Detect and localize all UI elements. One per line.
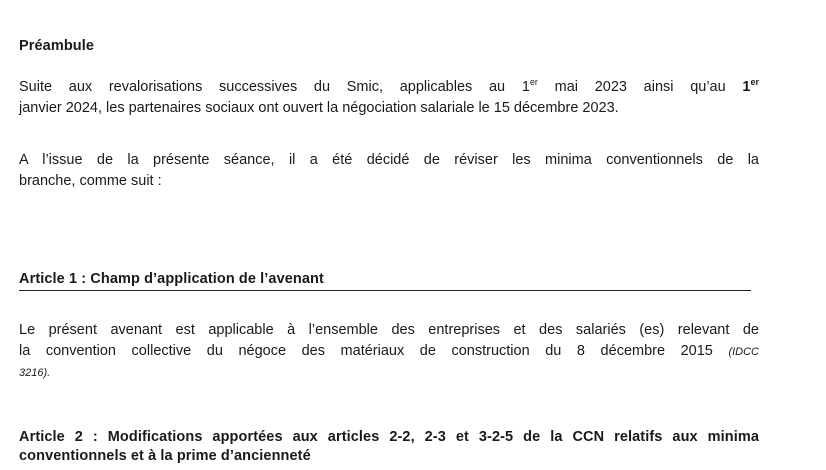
article-2-title-line-1	[19, 429, 759, 445]
article-1-line-1: Le présent avenant est applicable à l’ensemble des entreprises et des salariés (es) relevant de	[19, 322, 759, 338]
preamble-paragraph-2	[19, 150, 759, 192]
text-segment: la convention collective du négoce des matériaux de construction du 8 décembre 2015	[19, 343, 729, 359]
text-segment: mai 2023 ainsi qu’au	[537, 79, 743, 95]
superscript: er	[750, 77, 759, 87]
preamble-title: Préambule	[19, 38, 95, 54]
article-2-title-line-2-clip	[19, 448, 779, 470]
article-1-line-2	[19, 341, 759, 363]
preamble-p2-line-1: A l’issue de la présente séance, il a été décidé de réviser les minima conventionnels de la	[19, 152, 759, 168]
preamble-p2-line-2: branche, comme suit :	[19, 173, 162, 189]
article-2-title-line-2: conventionnels et à la prime d’ancienneté	[19, 448, 311, 464]
preamble-paragraph-1	[19, 77, 759, 119]
idcc-reference: (IDCC	[728, 346, 759, 358]
preamble-p1-line-2: janvier 2024, les partenaires sociaux ont ouvert la négociation salariale le 15 décembre 2023.	[19, 100, 619, 116]
preamble-p1-line-1	[19, 77, 759, 98]
text-segment: Suite aux revalorisations successives du Smic, applicables au 1	[19, 79, 530, 95]
bold-text: 1	[742, 79, 751, 95]
article-1-line-3: 3216).	[19, 367, 51, 379]
article-2-title-text: Article 2 : Modifications apportées aux articles 2-2, 2-3 et 3-2-5 de la CCN relatifs aux minima	[19, 429, 759, 445]
article-1-paragraph	[19, 320, 759, 384]
article-1-underline	[19, 290, 751, 291]
superscript: er	[529, 77, 538, 87]
article-1-title: Article 1 : Champ d’application de l’avenant	[19, 271, 324, 287]
